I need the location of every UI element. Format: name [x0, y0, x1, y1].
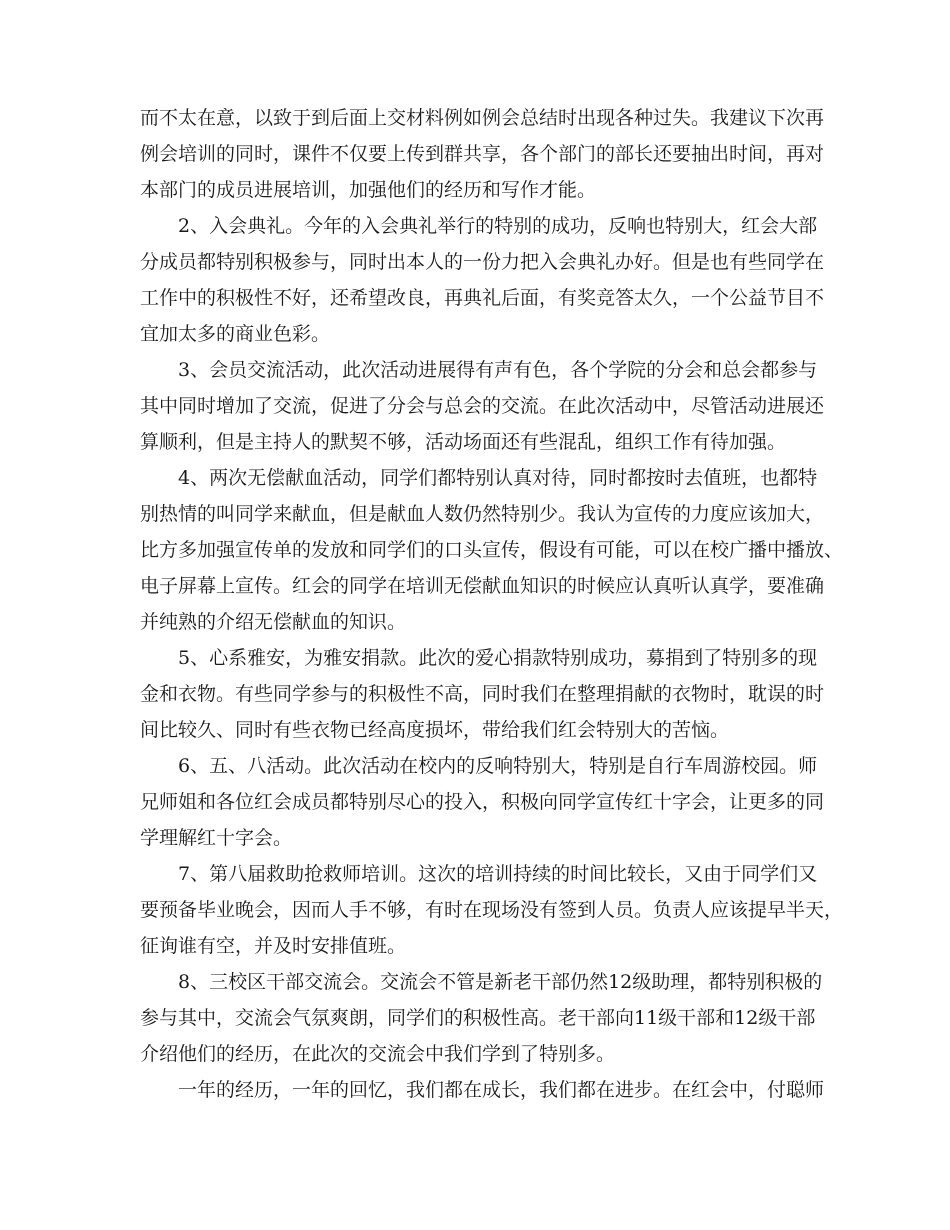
text-line: 其中同时增加了交流，促进了分会与总会的交流。在此次活动中，尽管活动进展还 — [140, 395, 825, 417]
text-line: 2、入会典礼。今年的入会典礼举行的特别的成功，反响也特别大，红会大部 — [178, 215, 818, 237]
text-line: 4、两次无偿献血活动，同学们都特别认真对待，同时都按时去值班，也都特 — [178, 467, 818, 489]
text-line: 一年的经历，一年的回忆，我们都在成长，我们都在进步。在红会中，付聪师 — [178, 1079, 825, 1101]
text-line: 6、五、八活动。此次活动在校内的反响特别大，特别是自行车周游校园。师 — [178, 755, 818, 777]
text-line: 参与其中，交流会气氛爽朗，同学们的积极性高。老干部向11级干部和12级干部 — [140, 1007, 816, 1029]
text-line: 例会培训的同时，课件不仅要上传到群共享，各个部门的部长还要抽出时间，再对 — [140, 143, 825, 165]
text-line: 分成员都特别积极参与，同时出本人的一份力把入会典礼办好。但是也有些同学在 — [140, 251, 825, 273]
text-line: 间比较久、同时有些衣物已经高度损坏，带给我们红会特别大的苦恼。 — [140, 719, 730, 741]
text-line: 征询谁有空，并及时安排值班。 — [140, 935, 407, 957]
text-line: 8、三校区干部交流会。交流会不管是新老干部仍然12级助理，都特别积极的 — [178, 971, 823, 993]
text-line: 算顺利，但是主持人的默契不够，活动场面还有些混乱，组织工作有待加强。 — [140, 431, 787, 453]
text-line: 比方多加强宣传单的发放和同学们的口头宣传，假设有可能，可以在校广播中播放、 — [140, 539, 844, 561]
text-line: 工作中的积极性不好，还希望改良，再典礼后面，有奖竞答太久，一个公益节目不 — [140, 287, 825, 309]
text-line: 金和衣物。有些同学参与的积极性不高，同时我们在整理捐献的衣物时，耽误的时 — [140, 683, 825, 705]
text-line: 3、会员交流活动，此次活动进展得有声有色，各个学院的分会和总会都参与 — [178, 359, 818, 381]
text-line: 宜加太多的商业色彩。 — [140, 323, 331, 345]
text-line: 并纯熟的介绍无偿献血的知识。 — [140, 611, 407, 633]
text-line: 兄师姐和各位红会成员都特别尽心的投入，积极向同学宣传红十字会，让更多的同 — [140, 791, 825, 813]
document-body — [140, 100, 844, 1108]
text-line: 5、心系雅安，为雅安捐款。此次的爱心捐款特别成功，募捐到了特别多的现 — [178, 647, 818, 669]
text-line: 本部门的成员进展培训，加强他们的经历和写作才能。 — [140, 179, 597, 201]
text-line: 要预备毕业晚会，因而人手不够，有时在现场没有签到人员。负责人应该提早半天， — [140, 899, 844, 921]
text-line: 介绍他们的经历，在此次的交流会中我们学到了特别多。 — [140, 1043, 616, 1065]
text-line: 学理解红十字会。 — [140, 827, 293, 849]
text-line: 电子屏幕上宣传。红会的同学在培训无偿献血知识的时候应认真听认真学，要准确 — [140, 575, 825, 597]
text-line: 别热情的叫同学来献血，但是献血人数仍然特别少。我认为宣传的力度应该加大， — [140, 503, 825, 525]
text-line: 而不太在意，以致于到后面上交材料例如例会总结时出现各种过失。我建议下次再 — [140, 107, 825, 129]
text-line: 7、第八届救助抢救师培训。这次的培训持续的时间比较长，又由于同学们又 — [178, 863, 818, 885]
